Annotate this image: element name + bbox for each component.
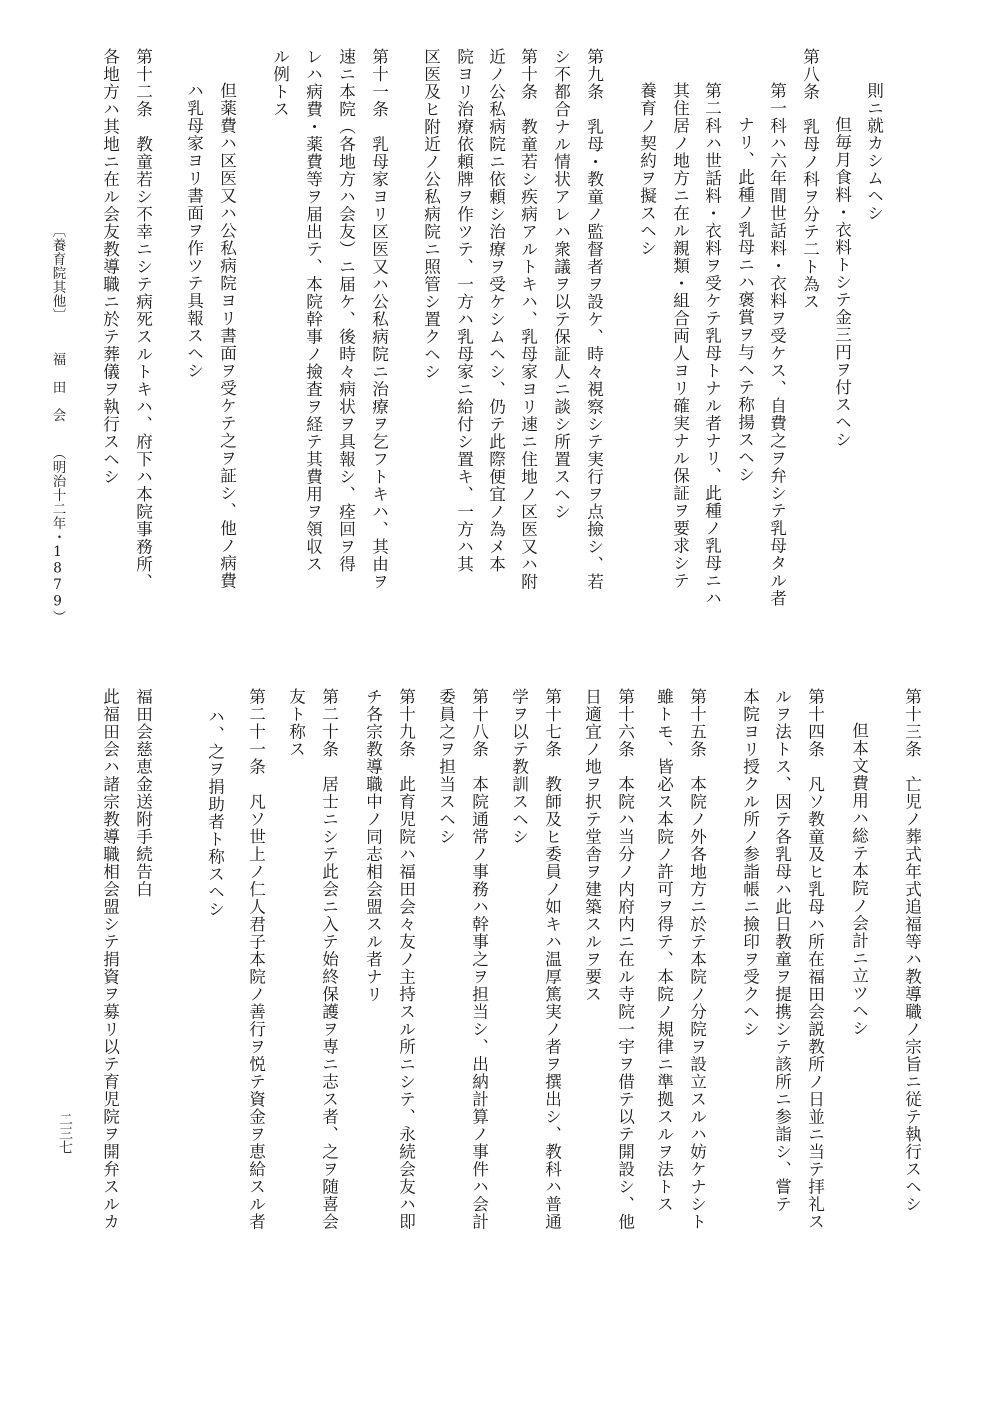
text-column: ハ、之ヲ捐助者ト称スヘシ [205,708,225,918]
page-number: 二三七 [57,1112,73,1154]
text-column: 養育ノ契約ヲ擬スヘシ [637,82,657,257]
article-heading-column: 第十八条 本院通常ノ事務ハ幹事之ヲ担当シ、出納計算ノ事件ハ会計 [469,688,489,1231]
text-column: 速ニ本院（各地方ハ会友）ニ届ケ、後時々病状ヲ具報シ、痊回ヲ得 [336,48,356,573]
text-column: 院ヨリ治療依頼牌ヲ作ツテ、一方ハ乳母家ニ給付シ置キ、一方ハ其 [454,48,474,573]
text-column: 区医及ヒ附近ノ公私病院ニ照管シ置クヘシ [421,48,441,381]
article-heading-column: 第十三条 亡児ノ葬式年式追福等ハ教導職ノ宗旨ニ従テ執行スヘシ [902,688,922,1213]
article-heading-column: 第十二条 教童若シ不幸ニシテ病死スルトキハ、府下ハ本院事務所、 [133,48,153,591]
article-heading-column: 第九条 乳母・教童ノ監督者ヲ設ケ、時々視察シテ実行ヲ点撿シ、若 [584,48,604,591]
text-column: ハ乳母家ヨリ書面ヲ作ツテ具報スヘシ [184,82,204,380]
footer-category: 〔養育院其他〕 [49,224,66,322]
article-heading-column: 第八条 乳母ノ科ヲ分テ二ト為ス [800,48,820,311]
text-column: 其住居ノ地方ニ在ル親類・組合両人ヨリ確実ナル保証ヲ要求シテ [670,82,690,590]
text-column: 学ヲ以テ教訓スヘシ [509,688,529,846]
text-column: 友ト称ス [286,688,306,758]
text-column: チ各宗教導職中ノ同志相会盟スル者ナリ [363,688,383,1003]
article-heading-column: 第十九条 此育児院ハ福田会々友ノ主持スル所ニシテ、永続会友ハ即 [396,688,416,1231]
source-footer [50,224,64,624]
footer-date: （明治十二年・1879） [49,446,66,624]
text-column: 但本文費用ハ総テ本院ノ会計ニ立ツヘシ [849,722,869,1037]
article-heading-column: 第十一条 乳母家ヨリ区医又ハ公私病院ニ治療ヲ乞フトキハ、其由ヲ [369,48,389,591]
article-heading-column: 第十条 教童若シ疾病アルトキハ、乳母家ヨリ速ニ住地ノ区医又ハ附 [518,48,538,591]
text-column: レハ病費・薬費等ヲ届出テ、本院幹事ノ撿査ヲ経テ其費用ヲ領収ス [303,48,323,573]
text-column: 第一科ハ六年間世話料・衣料ヲ受ケス、自費之ヲ弁シテ乳母タル者 [767,82,787,607]
text-column: 此福田会ハ諸宗教導職相会盟シテ捐資ヲ募リ以テ育児院ヲ開弁スルカ [100,688,120,1231]
article-heading-column: 第十六条 本院ハ当分ノ内府内ニ在ル寺院一宇ヲ借テ以テ開設シ、他 [615,688,635,1231]
text-column: 第二科ハ世話料・衣料ヲ受ケテ乳母トナル者ナリ、此種ノ乳母ニハ [702,82,722,607]
footer-source: 福 田 会 [49,352,66,422]
text-column: 本院ヨリ授クル所ノ参詣帳ニ撿印ヲ受クヘシ [740,688,760,1038]
text-column: 日適宜ノ地ヲ択テ堂舎ヲ建築スルヲ要ス [582,688,602,1003]
article-heading-column: 第十四条 凡ソ教童及ヒ乳母ハ所在福田会説教所ノ日並ニ当テ拝礼ス [805,688,825,1231]
text-column: ルヲ法トス、因テ各乳母ハ此日教童ヲ提携シテ該所ニ参詣シ、嘗テ [772,688,792,1213]
text-column: シ不都合ナル情状アレハ衆議ヲ以テ保証人ニ談シ所置スヘシ [551,48,571,521]
section-title-column: 福田会慈恵金送附手続告白 [133,688,153,898]
article-heading-column: 第二十一条 凡ソ世上ノ仁人君子本院ノ善行ヲ悦テ資金ヲ恵給スル者 [246,688,266,1231]
text-column: 雖トモ、皆必ス本院ノ許可ヲ得テ、本院ノ規律ニ準拠スルヲ法トス [654,688,674,1213]
article-heading-column: 第十五条 本院ノ外各地方ニ於テ本院ノ分院ヲ設立スルハ妨ケナシト [687,688,707,1231]
article-heading-column: 第二十条 居士ニシテ此会ニ入テ始終保護ヲ専ニ志ス者、之ヲ随喜会 [319,688,339,1231]
text-column: ナリ、此種ノ乳母ニハ褒賞ヲ与ヘテ称揚スヘシ [735,116,755,484]
text-column: 各地方ハ其地ニ在ル会友教導職ニ於テ葬儀ヲ執行スヘシ [100,48,120,486]
text-column: 則ニ就カシムヘシ [864,82,884,222]
text-column: 委員之ヲ担当スヘシ [436,688,456,846]
text-column: 但薬費ハ区医又ハ公私病院ヨリ書面ヲ受ケテ之ヲ証シ、他ノ病費 [217,82,237,590]
article-heading-column: 第十七条 教師及ヒ委員ノ如キハ温厚篤実ノ者ヲ撰出シ、教科ハ普通 [542,688,562,1231]
text-column: 但毎月食料・衣料トシテ金三円ヲ付スヘシ [832,116,852,449]
text-column: ル例トス [270,48,290,118]
text-column: 近ノ公私病院ニ依頼シ治療ヲ受ケシムヘシ、仍テ此際便宜ノ為メ本 [486,48,506,573]
